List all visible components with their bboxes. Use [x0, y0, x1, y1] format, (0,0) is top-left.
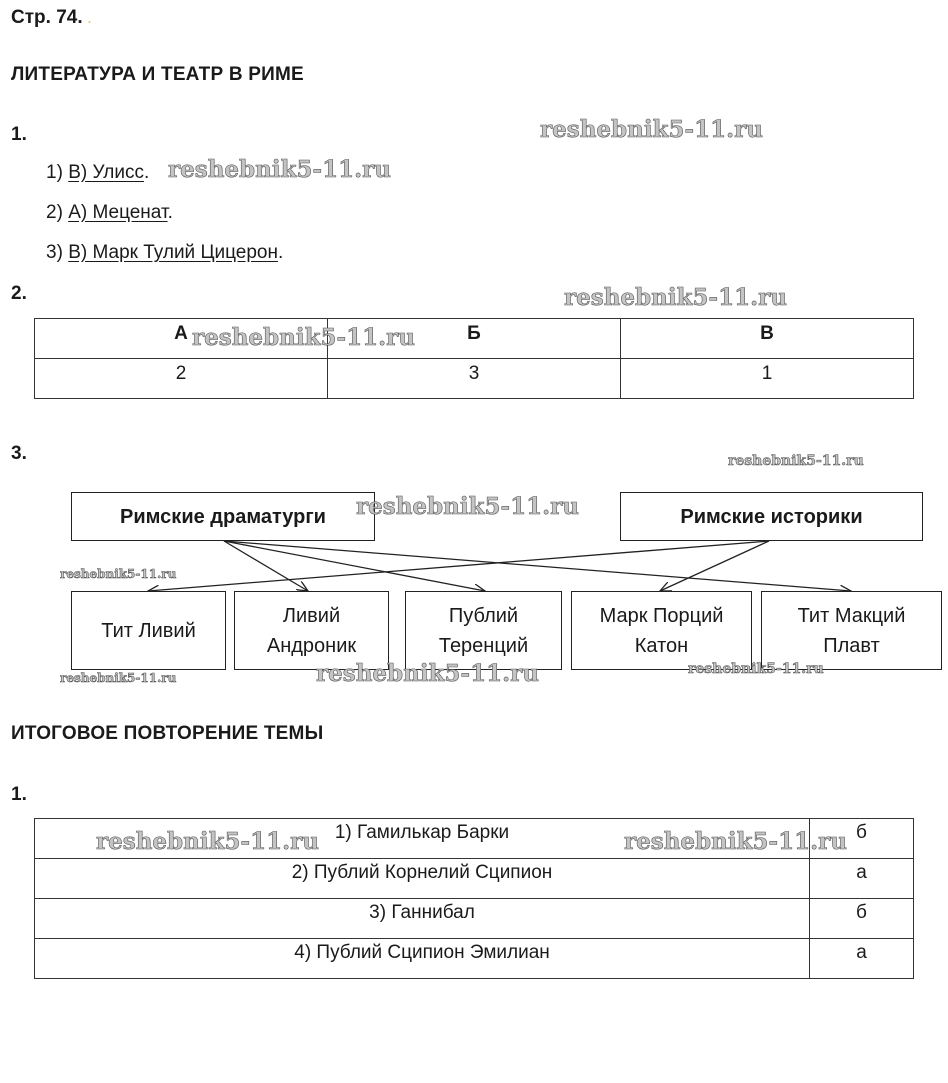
task-2-header-b: Б [328, 319, 621, 359]
group-roman-historians: Римские историки [620, 492, 923, 541]
task-2-value-b: 3 [328, 359, 621, 399]
section-title-literature: ЛИТЕРАТУРА И ТЕАТР В РИМЕ [11, 64, 304, 85]
page-number: Стр. 74. . [11, 7, 92, 28]
task-2-value-a: 2 [35, 359, 328, 399]
final-table-row [35, 819, 914, 859]
watermark: reshebnik5-11.ru [624, 828, 847, 855]
final-row-2-answer: а [810, 859, 914, 899]
final-table-row [35, 939, 914, 979]
watermark: reshebnik5-11.ru [60, 567, 177, 581]
watermark: reshebnik5-11.ru [192, 324, 415, 351]
arrow-dramatists-to-plautus [224, 541, 851, 591]
watermark: reshebnik5-11.ru [540, 116, 763, 143]
final-row-3-name: 3) Ганнибал [35, 899, 810, 939]
final-table-row [35, 899, 914, 939]
task-3-number: 3. [11, 443, 27, 464]
watermark: reshebnik5-11.ru [356, 493, 579, 520]
final-table [34, 818, 914, 979]
watermark: reshebnik5-11.ru [96, 828, 319, 855]
final-table-row [35, 859, 914, 899]
task-1-answer-2: 2) А) Меценат. [46, 202, 173, 223]
task-2-header-v: В [621, 319, 914, 359]
final-row-1-name: 1) Гамилькар Барки [35, 819, 810, 859]
group-roman-dramatists: Римские драматурги [71, 492, 375, 541]
section-title-final-review: ИТОГОВОЕ ПОВТОРЕНИЕ ТЕМЫ [11, 723, 324, 744]
task-2-number: 2. [11, 283, 27, 304]
task-1-answer-1: 1) В) Улисс. [46, 162, 150, 183]
person-marcus-porcius-cato: Марк Порций Катон [571, 591, 752, 670]
person-publius-terence: Публий Теренций [405, 591, 562, 670]
watermark: reshebnik5-11.ru [564, 284, 787, 311]
watermark: reshebnik5-11.ru [60, 671, 177, 685]
final-row-1-answer: б [810, 819, 914, 859]
arrow-dramatists-to-terence [224, 541, 485, 591]
final-row-4-answer: а [810, 939, 914, 979]
task-2-header-a: А [35, 319, 328, 359]
task-1-number: 1. [11, 124, 27, 145]
person-tit-livy: Тит Ливий [71, 591, 226, 670]
person-livius-andronicus: Ливий Андроник [234, 591, 389, 670]
watermark: reshebnik5-11.ru [316, 660, 539, 687]
task-1-answer-3: 3) В) Марк Тулий Цицерон. [46, 242, 284, 263]
watermark: reshebnik5-11.ru [728, 453, 864, 469]
final-row-4-name: 4) Публий Сципион Эмилиан [35, 939, 810, 979]
task-2-value-v: 1 [621, 359, 914, 399]
watermark: reshebnik5-11.ru [168, 156, 391, 183]
page-number-mark: . [87, 12, 92, 26]
final-row-2-name: 2) Публий Корнелий Сципион [35, 859, 810, 899]
final-row-3-answer: б [810, 899, 914, 939]
watermark: reshebnik5-11.ru [688, 661, 824, 677]
final-task-1-number: 1. [11, 784, 27, 805]
person-titus-maccius-plautus: Тит Макций Плавт [761, 591, 942, 670]
